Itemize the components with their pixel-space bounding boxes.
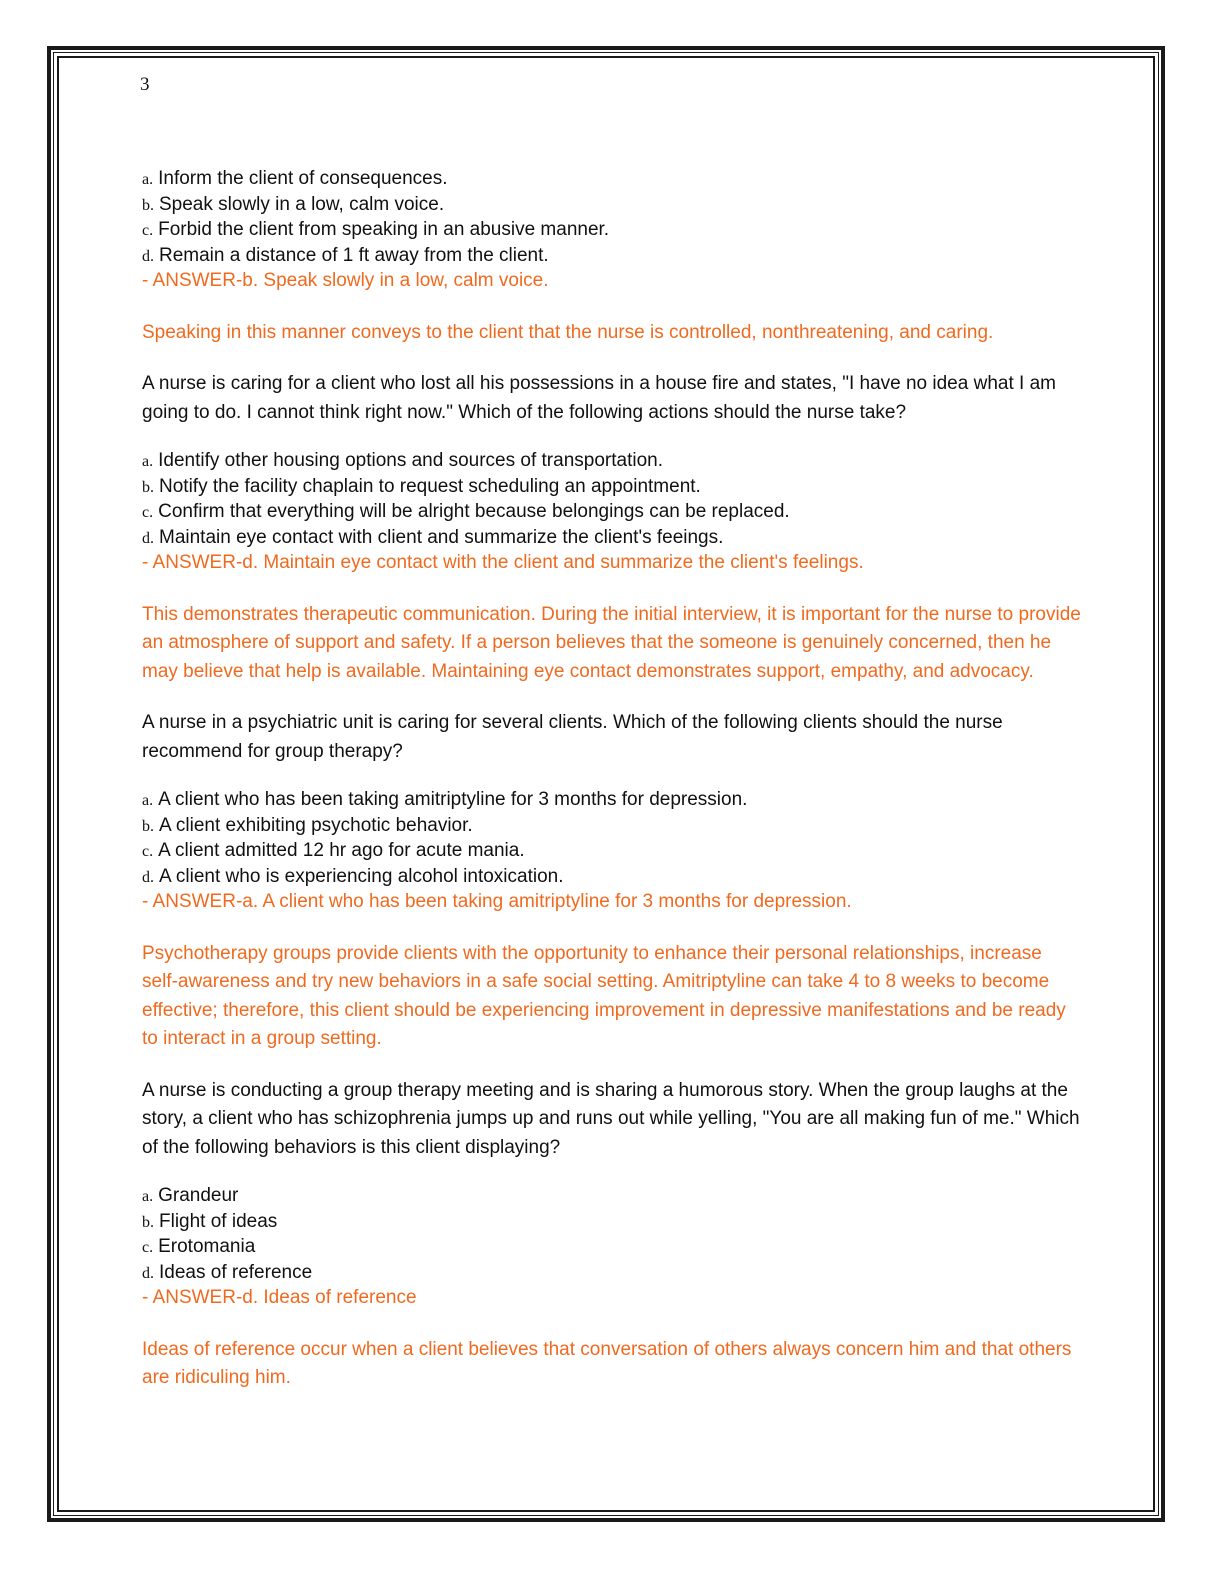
answer-line: - ANSWER-d. Ideas of reference xyxy=(142,1287,417,1308)
option-c xyxy=(142,839,1082,865)
option-b xyxy=(142,193,1082,219)
option-c xyxy=(142,1235,1082,1261)
option-letter: c. xyxy=(142,843,154,860)
option-letter: a. xyxy=(142,171,154,188)
option-a xyxy=(142,449,1082,475)
answer-options xyxy=(142,788,1082,915)
option-letter: d. xyxy=(142,529,154,547)
option-text: Maintain eye contact with client and summarize the client's feeings. xyxy=(159,526,724,548)
question-text: A nurse is conducting a group therapy meeting and is sharing a humorous story. When the group laughs at the story, a client who has schizophrenia jumps up and runs out while yelling, "You are all making fun of me." Which of the following behaviors is this client displaying? xyxy=(142,1079,1080,1158)
option-text: Speak slowly in a low, calm voice. xyxy=(159,193,445,215)
answer-options xyxy=(142,167,1082,294)
answer-line: - ANSWER-d. Maintain eye contact with the client and summarize the client's feelings. xyxy=(142,552,864,573)
option-letter: c. xyxy=(142,504,154,521)
option-text: A client who has been taking amitriptyline for 3 months for depression. xyxy=(158,789,748,810)
option-letter: a. xyxy=(142,792,154,809)
option-text: A client exhibiting psychotic behavior. xyxy=(159,814,473,836)
answer-line: - ANSWER-a. A client who has been taking amitriptyline for 3 months for depression. xyxy=(142,891,852,912)
answer-line: - ANSWER-b. Speak slowly in a low, calm voice. xyxy=(142,270,549,291)
option-letter: d. xyxy=(142,868,154,886)
answer-options xyxy=(142,1184,1082,1311)
option-text: A client admitted 12 hr ago for acute mania. xyxy=(158,840,525,861)
answer-explanation: This demonstrates therapeutic communication. During the initial interview, it is important for the nurse to provide an atmosphere of support and safety. If a person believes that the someone is genuinely concerned, then he may believe that help is available. Maintaining eye contact demonstrates support, empathy, and advocacy. xyxy=(142,603,1081,682)
option-a xyxy=(142,1184,1082,1210)
option-d xyxy=(142,244,1082,270)
option-b xyxy=(142,1210,1082,1236)
option-text: A client who is experiencing alcohol intoxication. xyxy=(159,865,564,887)
option-text: Forbid the client from speaking in an abusive manner. xyxy=(158,219,610,240)
option-letter: c. xyxy=(142,222,154,239)
option-d xyxy=(142,1261,1082,1287)
option-letter: a. xyxy=(142,453,154,470)
option-text: Grandeur xyxy=(158,1185,239,1206)
option-text: Flight of ideas xyxy=(159,1210,278,1232)
option-text: Identify other housing options and sources of transportation. xyxy=(158,450,663,471)
option-c xyxy=(142,218,1082,244)
option-letter: a. xyxy=(142,1188,154,1205)
question-text: A nurse in a psychiatric unit is caring for several clients. Which of the following clients should the nurse recommend for group therapy? xyxy=(142,712,1003,762)
option-letter: b. xyxy=(142,478,154,496)
answer-explanation: Ideas of reference occur when a client believes that conversation of others always concern him and that others are ridiculing him. xyxy=(142,1338,1072,1388)
page-number: 3 xyxy=(140,74,150,95)
option-text: Confirm that everything will be alright because belongings can be replaced. xyxy=(158,501,790,522)
option-c xyxy=(142,500,1082,526)
question-block xyxy=(142,167,1082,347)
answer-explanation: Speaking in this manner conveys to the client that the nurse is controlled, nonthreatening, and caring. xyxy=(142,321,994,343)
option-text: Notify the facility chaplain to request scheduling an appointment. xyxy=(159,475,701,497)
option-letter: d. xyxy=(142,1264,154,1282)
option-text: Ideas of reference xyxy=(159,1261,313,1283)
option-letter: d. xyxy=(142,247,154,265)
option-letter: c. xyxy=(142,1239,154,1256)
option-b xyxy=(142,475,1082,501)
option-d xyxy=(142,526,1082,552)
option-a xyxy=(142,167,1082,193)
answer-explanation: Psychotherapy groups provide clients with the opportunity to enhance their personal relationships, increase self-awareness and try new behaviors in a safe social setting. Amitriptyline can take 4 to 8 weeks to become effective; therefore, this client should be experiencing improvement in depressive manifestations and be ready to interact in a group setting. xyxy=(142,942,1066,1049)
option-d xyxy=(142,865,1082,891)
option-b xyxy=(142,814,1082,840)
question-block xyxy=(142,370,1082,686)
question-block xyxy=(142,1077,1082,1393)
option-letter: b. xyxy=(142,1213,154,1231)
option-text: Remain a distance of 1 ft away from the client. xyxy=(159,244,549,266)
page-content xyxy=(142,167,1082,1393)
option-a xyxy=(142,788,1082,814)
answer-options xyxy=(142,449,1082,576)
question-text: A nurse is caring for a client who lost all his possessions in a house fire and states, "I have no idea what I am going to do. I cannot think right now." Which of the following actions should the nurse take? xyxy=(142,373,1056,423)
option-text: Erotomania xyxy=(158,1236,256,1257)
option-text: Inform the client of consequences. xyxy=(158,168,448,189)
question-block xyxy=(142,709,1082,1054)
option-letter: b. xyxy=(142,817,154,835)
option-letter: b. xyxy=(142,196,154,214)
